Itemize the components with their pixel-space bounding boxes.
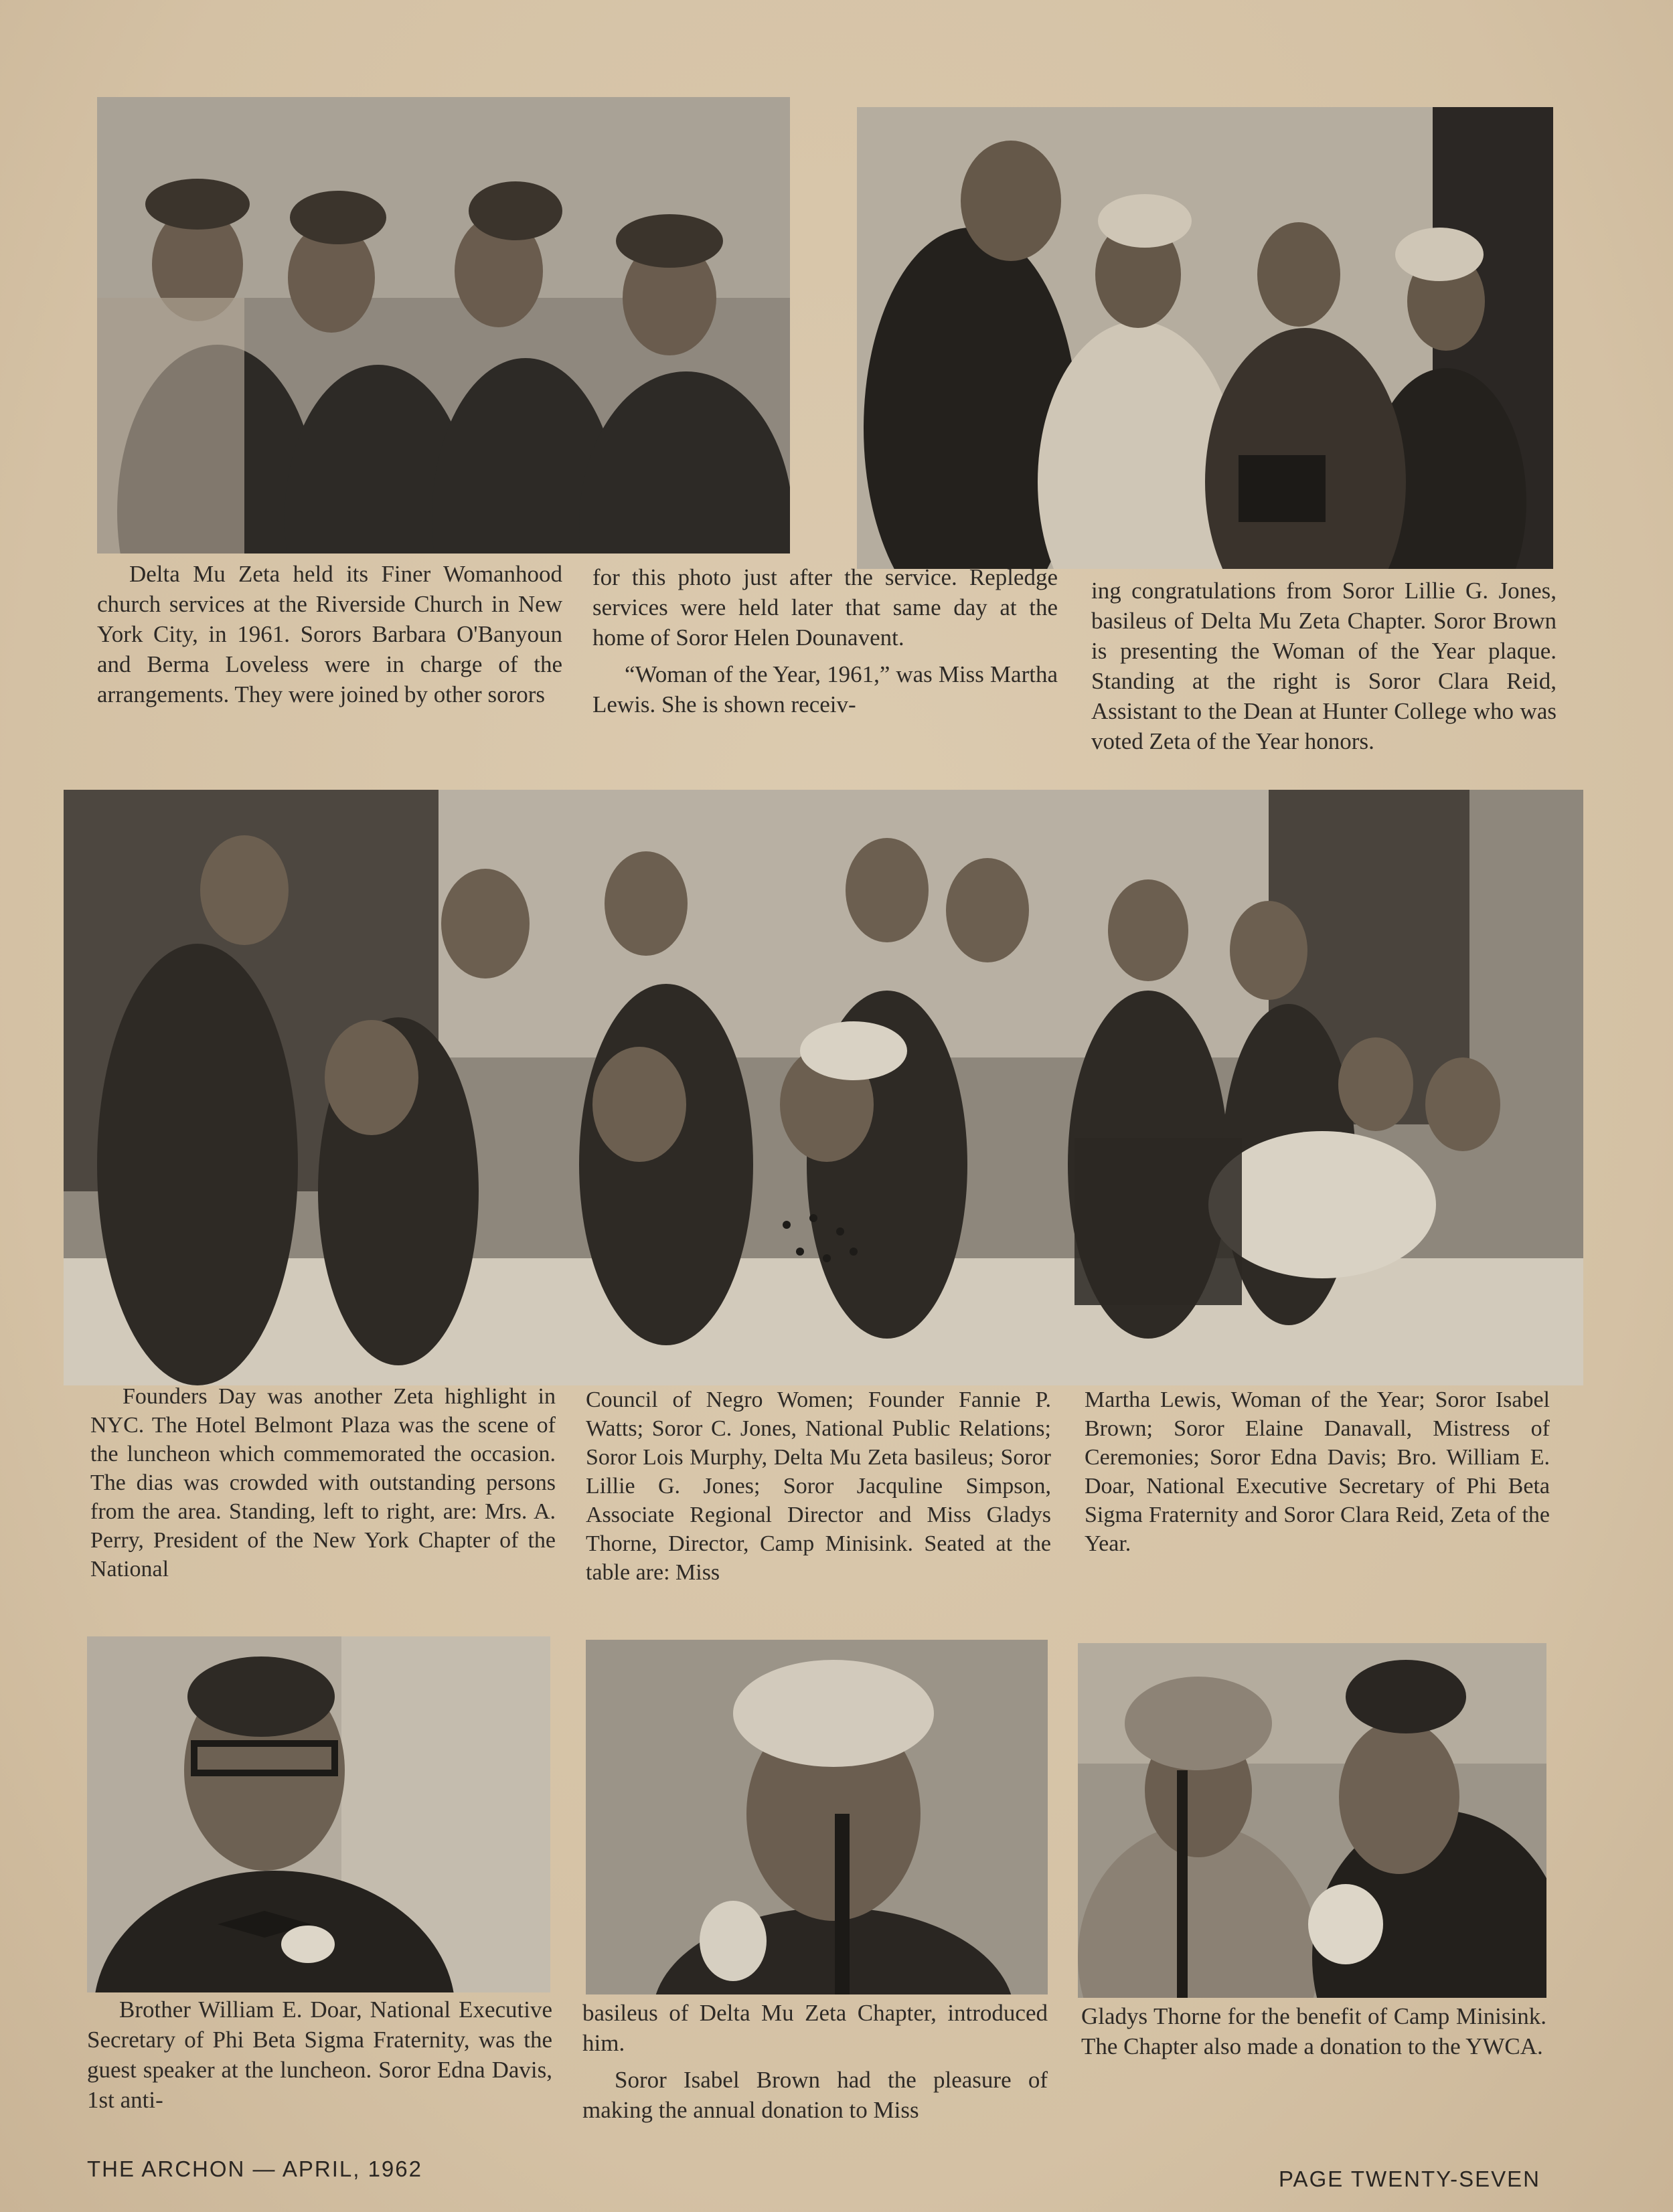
caption-top-column-1 [97, 559, 562, 709]
caption-top-column-3 [1091, 576, 1557, 756]
caption-text: Founders Day was another Zeta highlight in NYC. The Hotel Belmont Plaza was the scene of the luncheon which commemorated the occasion. The dias was crowded with outstanding persons from the area. Standing, left to right, are: Mrs. A. Perry, President of the New York Chapter of the National [90, 1384, 556, 1582]
photo-donation-camp-minisink [1078, 1643, 1546, 1998]
caption-text: ing congratulations from Soror Lillie G. Jones, basileus of Delta Mu Zeta Chapter. Soror Brown is presenting the Woman of the Year plaque. Standing at the right is Soror Clara Reid, Assistant to the Dean at Hunter College who was voted Zeta of the Year honors. [1091, 578, 1557, 754]
caption-text: Delta Mu Zeta held its Finer Womanhood church services at the Riverside Church in New York City, in 1961. Sorors Barbara O'Banyoun and Berma Loveless were in charge of the arrangements. They were joined by other sorors [97, 561, 562, 707]
photo-founders-day-luncheon [64, 790, 1583, 1385]
footer-page-number: PAGE TWENTY-SEVEN [1279, 2166, 1540, 2191]
caption-text: Council of Negro Women; Founder Fannie P. Watts; Soror C. Jones, National Public Relations; Soror Lois Murphy, Delta Mu Zeta basileus; Soror Lillie G. Jones; Soror Jacquline Simpson, Associate Regional Director and Miss Gladys Thorne, Director, Camp Minisink. Seated at the table are: Miss [586, 1387, 1051, 1585]
caption-middle-column-2 [586, 1385, 1051, 1587]
caption-bottom-column-1 [87, 1994, 552, 2115]
caption-top-column-2 [592, 562, 1058, 719]
caption-bottom-column-3 [1081, 2001, 1546, 2061]
caption-text: “Woman of the Year, 1961,” was Miss Martha Lewis. She is shown receiv- [592, 661, 1058, 717]
photo-speaker-at-microphone [586, 1640, 1048, 1994]
caption-text: Brother William E. Doar, National Executive Secretary of Phi Beta Sigma Fraternity, was the guest speaker at the luncheon. Soror Edna Davis, 1st anti- [87, 1996, 552, 2113]
caption-text: basileus of Delta Mu Zeta Chapter, introduced him. [582, 2000, 1048, 2056]
caption-text: Soror Isabel Brown had the pleasure of making the annual donation to Miss [582, 2067, 1048, 2123]
photo-woman-of-year-congratulations [857, 107, 1553, 569]
caption-bottom-column-2 [582, 1998, 1048, 2125]
photo-william-doar [87, 1636, 550, 1992]
photo-four-women-church [97, 97, 790, 554]
footer-publication-date: THE ARCHON — APRIL, 1962 [87, 2156, 422, 2181]
caption-text: for this photo just after the service. Repledge services were held later that same day at the home of Soror Helen Dounavent. [592, 564, 1058, 651]
caption-text: Martha Lewis, Woman of the Year; Soror Isabel Brown; Soror Elaine Danavall, Mistress of Ceremonies; Soror Edna Davis; Bro. William E. Doar, National Executive Secretary of Phi Beta Sigma Fraternity and Soror Clara Reid, Zeta of the Year. [1085, 1387, 1550, 1556]
caption-text: Gladys Thorne for the benefit of Camp Minisink. The Chapter also made a donation to the YWCA. [1081, 2003, 1546, 2059]
caption-middle-column-1 [90, 1382, 556, 1584]
caption-middle-column-3 [1085, 1385, 1550, 1558]
